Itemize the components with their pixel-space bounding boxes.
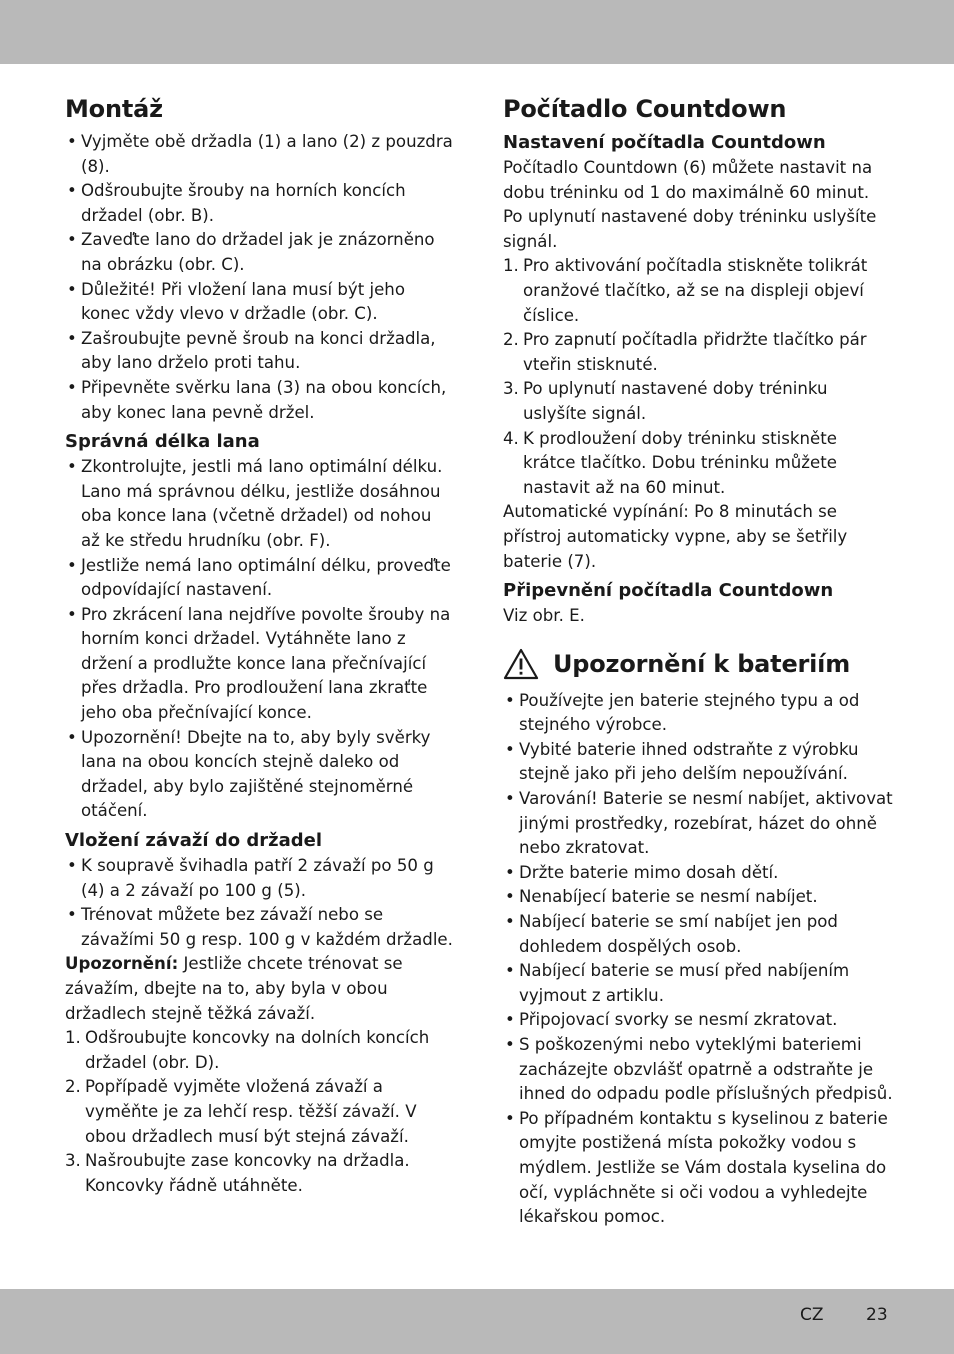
- delka-list: [65, 455, 453, 824]
- section-title-montaz: Montáž: [65, 95, 163, 123]
- list-item: • Nenabíjecí baterie se nesmí nabíjet.: [503, 885, 893, 910]
- nastaveni-text: Počítadlo Countdown (6) můžete nastavit na dobu tréninku od 1 do maximálně 60 minut. Po uplynutí nastavené doby tréninku uslyšíte signál.: [503, 158, 877, 251]
- left-column: [65, 92, 453, 1198]
- list-item: • Nabíjecí baterie se smí nabíjet jen pod dohledem dospělých osob.: [503, 910, 893, 959]
- list-item: • Používejte jen baterie stejného typu a od stejného výrobce.: [503, 689, 893, 738]
- subsection-title-delka: Správná délka lana: [65, 431, 260, 453]
- note-text: Jestliže chcete trénovat se závažím, dbejte na to, aby byla v obou držadlech stejně těžká závaží.: [65, 954, 403, 1023]
- auto-off-text: Automatické vypínání: Po 8 minutách se přístroj automaticky vypne, aby se šetřily baterie (7).: [503, 502, 848, 571]
- header-bar: [0, 0, 954, 64]
- footer-language: CZ: [800, 1305, 824, 1325]
- step-item: [65, 1075, 453, 1149]
- section-title-baterie: Upozornění k bateriím: [553, 649, 851, 678]
- step-item: [503, 254, 893, 328]
- warning-triangle-icon: [503, 648, 539, 680]
- list-item: • S poškozenými nebo vyteklými bateriemi zacházejte obzvlášť opatrně a odstraňte je ihned do odpadu podle příslušných předpisů.: [503, 1033, 893, 1107]
- subsection-title-zavazi: Vložení závaží do držadel: [65, 830, 322, 852]
- step-number: 2.: [65, 1077, 81, 1097]
- step-text: Po uplynutí nastavené doby tréninku uslyšíte signál.: [523, 379, 828, 423]
- step-number: 3.: [65, 1151, 81, 1171]
- list-item: • Zkontrolujte, jestli má lano optimální délku. Lano má správnou délku, jestliže dosáhnou oba konce lana (včetně držadel) od nohou až ke středu hrudníku (obr. F).: [65, 455, 453, 553]
- step-text: Našroubujte zase koncovky na držadla. Koncovky řádně utáhněte.: [85, 1151, 410, 1195]
- step-item: [65, 1026, 453, 1075]
- list-item: • Odšroubujte šrouby na horních koncích držadel (obr. B).: [65, 179, 453, 228]
- list-item: • Nabíjecí baterie se musí před nabíjením vyjmout z artiklu.: [503, 959, 893, 1008]
- step-number: 2.: [503, 330, 519, 350]
- list-item: • Po případném kontaktu s kyselinou z baterie omyjte postižená místa pokožky vodou s mýdlem. Jestliže se Vám dostala kyselina do očí, vypláchněte si oči vodou a vyhledejte lékařskou pomoc.: [503, 1107, 893, 1230]
- list-item: • Varování! Baterie se nesmí nabíjet, aktivovat jinými prostředky, rozebírat, házet do ohně nebo zkratovat.: [503, 787, 893, 861]
- step-text: Odšroubujte koncovky na dolních koncích držadel (obr. D).: [85, 1028, 430, 1072]
- note-label: Upozornění:: [65, 954, 179, 974]
- list-item: • Trénovat můžete bez závaží nebo se závažími 50 g resp. 100 g v každém držadle.: [65, 903, 453, 952]
- step-text: Pro zapnutí počítadla přidržte tlačítko pár vteřin stisknuté.: [523, 330, 867, 374]
- step-text: K prodloužení doby tréninku stiskněte krátce tlačítko. Dobu tréninku můžete nastavit až na 60 minut.: [523, 428, 837, 497]
- list-item: • Připevněte svěrku lana (3) na obou koncích, aby konec lana pevně držel.: [65, 376, 453, 425]
- step-item: [503, 377, 893, 426]
- step-text: Popřípadě vyjměte vložená závaží a vyměňte je za lehčí resp. těžší závaží. V obou držadlech musí být stejná závaží.: [85, 1077, 417, 1146]
- pripevneni-text: Viz obr. E.: [503, 606, 585, 626]
- step-number: 3.: [503, 379, 519, 399]
- battery-warning-header: [503, 647, 893, 681]
- step-item: [503, 328, 893, 377]
- page-number: 23: [866, 1305, 888, 1325]
- subsection-title-pripevneni: Připevnění počítadla Countdown: [503, 580, 834, 602]
- right-column: [503, 92, 893, 1230]
- list-item: • Jestliže nemá lano optimální délku, proveďte odpovídající nastavení.: [65, 554, 453, 603]
- step-number: 1.: [503, 256, 519, 276]
- list-item: • Držte baterie mimo dosah dětí.: [503, 861, 893, 886]
- zavazi-note: [65, 952, 453, 1026]
- step-item: [65, 1149, 453, 1198]
- step-number: 1.: [65, 1028, 81, 1048]
- list-item: • Připojovací svorky se nesmí zkratovat.: [503, 1008, 893, 1033]
- zavazi-steps: [65, 1026, 453, 1198]
- step-number: 4.: [503, 428, 519, 448]
- list-item: • Vyjměte obě držadla (1) a lano (2) z pouzdra (8).: [65, 130, 453, 179]
- baterie-list: [503, 689, 893, 1230]
- list-item: • Důležité! Při vložení lana musí být jeho konec vždy vlevo v držadle (obr. C).: [65, 278, 453, 327]
- montaz-list: [65, 130, 453, 425]
- list-item: • K soupravě švihadla patří 2 závaží po 50 g (4) a 2 závaží po 100 g (5).: [65, 854, 453, 903]
- countdown-steps: [503, 254, 893, 500]
- list-item: • Vybité baterie ihned odstraňte z výrobku stejně jako při jeho delším nepoužívání.: [503, 738, 893, 787]
- zavazi-list: [65, 854, 453, 952]
- list-item: • Pro zkrácení lana nejdříve povolte šrouby na horním konci držadel. Vytáhněte lano z držení a prodlužte konce lana přečnívající přes držadla. Pro prodloužení lana zkraťte jeho oba přečnívající konce.: [65, 603, 453, 726]
- list-item: • Zašroubujte pevně šroub na konci držadla, aby lano drželo proti tahu.: [65, 327, 453, 376]
- step-text: Pro aktivování počítadla stiskněte tolikrát oranžové tlačítko, až se na displeji objeví číslice.: [523, 256, 868, 325]
- list-item: • Upozornění! Dbejte na to, aby byly svěrky lana na obou koncích stejně daleko od držadel, aby bylo zajištěné stejnoměrné otáčení.: [65, 726, 453, 824]
- subsection-title-nastaveni: Nastavení počítadla Countdown: [503, 132, 826, 153]
- step-item: [503, 427, 893, 501]
- list-item: • Zaveďte lano do držadel jak je znázorněno na obrázku (obr. C).: [65, 228, 453, 277]
- section-title-countdown: Počítadlo Countdown: [503, 95, 787, 123]
